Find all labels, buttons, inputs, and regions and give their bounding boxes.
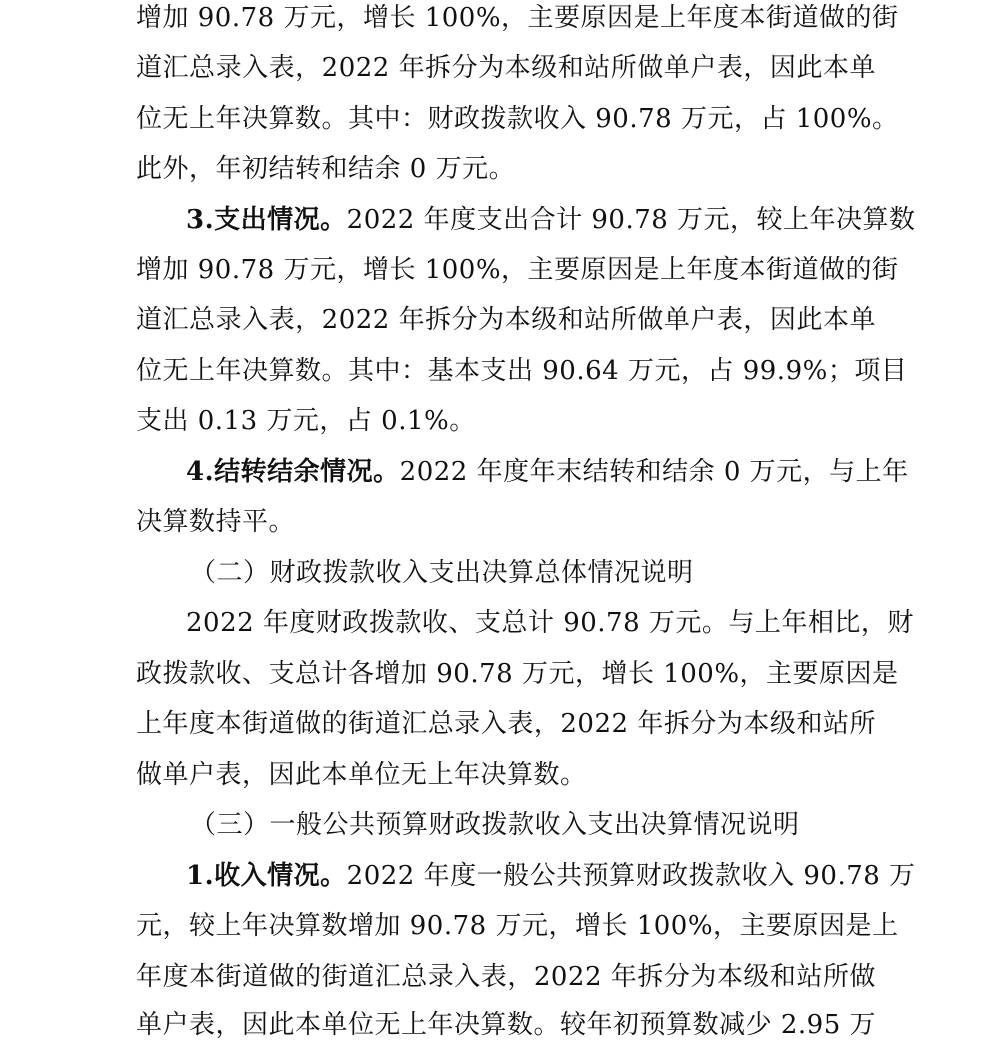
line-text: 位无上年决算数。其中：财政拨款收入 90.78 万元，占 100%。: [136, 104, 899, 134]
line-text: 2022 年度支出合计 90.78 万元，较上年决算数: [346, 205, 916, 235]
paragraph-line: [136, 656, 899, 692]
paragraph-line: [136, 50, 876, 86]
paragraph-line: [136, 0, 899, 36]
heading-text: （三）一般公共预算财政拨款收入支出决算情况说明: [190, 810, 800, 840]
line-text: 元，较上年决算数增加 90.78 万元，增长 100%，主要原因是上: [136, 911, 899, 941]
paragraph-line: [136, 757, 876, 793]
paragraph-line: [136, 151, 876, 187]
line-text: 此外，年初结转和结余 0 万元。: [136, 154, 516, 184]
line-text: 政拨款收、支总计各增加 90.78 万元，增长 100%，主要原因是: [136, 659, 899, 689]
line-text: 年度本街道做的街道汇总录入表，2022 年拆分为本级和站所做: [136, 962, 876, 992]
subsection-heading-3: [190, 807, 876, 843]
section-carryover-heading-line: [186, 454, 909, 490]
paragraph-line: [136, 504, 876, 540]
line-text: 2022 年度年末结转和结余 0 万元，与上年: [399, 457, 909, 487]
line-text: 2022 年度一般公共预算财政拨款收入 90.78 万: [346, 861, 916, 891]
paragraph-line: [136, 302, 876, 338]
line-text: 道汇总录入表，2022 年拆分为本级和站所做单户表，因此本单: [136, 53, 876, 83]
line-text: 做单户表，因此本单位无上年决算数。: [136, 760, 587, 790]
line-text: 决算数持平。: [136, 507, 296, 537]
paragraph-line: [136, 403, 876, 439]
subsection-heading-2: [190, 555, 876, 591]
heading-text: （二）财政拨款收入支出决算总体情况说明: [190, 558, 694, 588]
line-text: 支出 0.13 万元，占 0.1%。: [136, 406, 476, 436]
paragraph-line: [136, 353, 908, 389]
line-text: 增加 90.78 万元，增长 100%，主要原因是上年度本街道做的街: [136, 3, 899, 33]
paragraph-line: [136, 252, 899, 288]
section-income-heading-line: [186, 858, 916, 894]
line-text: 2022 年度财政拨款收、支总计 90.78 万元。与上年相比，财: [186, 608, 914, 638]
section-title: 1.收入情况。: [186, 861, 347, 891]
paragraph-line: [186, 605, 914, 641]
paragraph-line: [136, 706, 876, 742]
paragraph-line: [136, 1007, 876, 1043]
paragraph-line: [136, 908, 899, 944]
paragraph-line: [136, 101, 899, 137]
line-text: 道汇总录入表，2022 年拆分为本级和站所做单户表，因此本单: [136, 305, 876, 335]
section-title: 3.支出情况。: [186, 205, 347, 235]
section-title: 4.结转结余情况。: [186, 457, 400, 487]
paragraph-line: [136, 959, 876, 995]
line-text: 位无上年决算数。其中：基本支出 90.64 万元，占 99.9%；项目: [136, 356, 908, 386]
line-text: 单户表，因此本单位无上年决算数。较年初预算数减少 2.95 万: [136, 1010, 876, 1040]
section-expenditure-heading-line: [186, 202, 916, 238]
line-text: 上年度本街道做的街道汇总录入表，2022 年拆分为本级和站所: [136, 709, 876, 739]
line-text: 增加 90.78 万元，增长 100%，主要原因是上年度本街道做的街: [136, 255, 899, 285]
